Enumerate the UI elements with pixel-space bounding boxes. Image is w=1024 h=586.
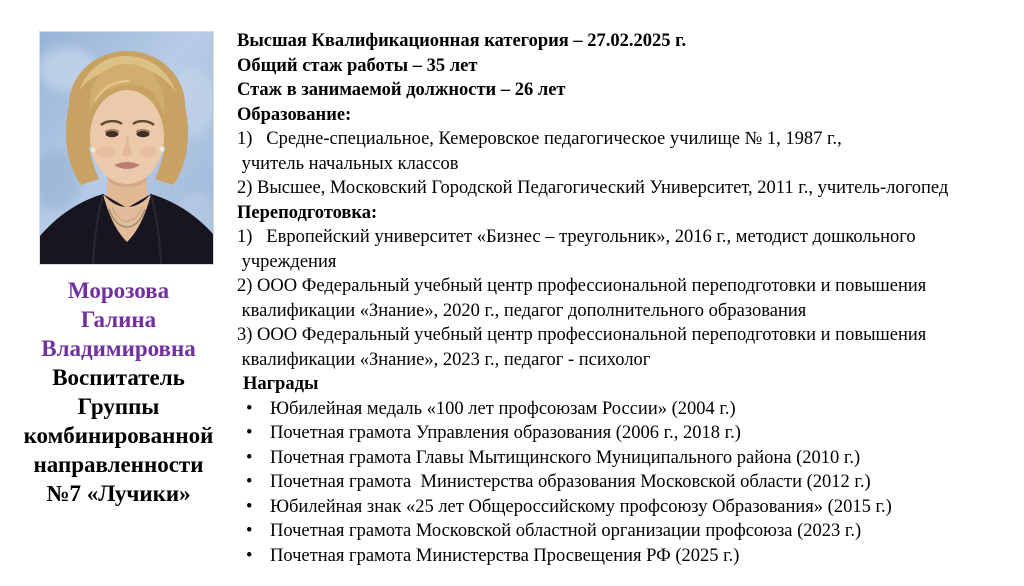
award-text: Юбилейная медаль «100 лет профсоюзам России» (2004 г.) [270, 398, 736, 419]
award-item [237, 446, 1024, 471]
qualification-category-line: Высшая Квалификационная категория – 27.02.2025 г. [237, 31, 687, 51]
bullet-marker: • [246, 496, 253, 517]
award-text: Юбилейная знак «25 лет Общероссийскому профсоюзу Образования» (2015 г.) [270, 496, 892, 517]
person-title-line: №7 «Лучики» [46, 481, 191, 506]
award-item [237, 495, 1024, 520]
retraining-line: 2) ООО Федеральный учебный центр профессиональной переподготовки и повышения [237, 276, 927, 296]
person-title-line: комбинированной [23, 423, 214, 448]
awards-heading: Награды [243, 374, 319, 394]
award-item [237, 397, 1024, 422]
retraining-line: 3) ООО Федеральный учебный центр профессиональной переподготовки и повышения [237, 325, 927, 345]
person-surname: Морозова [67, 278, 170, 303]
person-title-line: Воспитатель [52, 365, 185, 390]
bullet-marker: • [246, 447, 253, 468]
portrait-photo-image [39, 31, 214, 265]
portrait-photo [39, 31, 214, 265]
education-line: 2) Высшее, Московский Городской Педагогический Университет, 2011 г., учитель-логопед [237, 178, 949, 198]
education-heading: Образование: [237, 104, 352, 125]
retraining-heading: Переподготовка: [237, 202, 378, 223]
award-text: Почетная грамота Министерства Просвещения РФ (2025 г.) [270, 545, 740, 566]
awards-list [237, 397, 1024, 569]
bullet-marker: • [246, 545, 253, 566]
award-text: Почетная грамота Управления образования (2006 г., 2018 г.) [270, 423, 741, 443]
person-name-and-title [0, 276, 237, 508]
position-experience-line: Стаж в занимаемой должности – 26 лет [237, 80, 566, 100]
award-text: Почетная грамота Министерства образования Московской области (2012 г.) [270, 472, 871, 492]
total-experience-line: Общий стаж работы – 35 лет [237, 55, 478, 76]
award-item [237, 470, 1024, 495]
bullet-marker: • [246, 521, 253, 541]
person-title-line: направленности [33, 452, 204, 477]
award-text: Почетная грамота Московской областной организации профсоюза (2023 г.) [270, 521, 862, 541]
bullet-marker: • [246, 423, 253, 443]
award-item [237, 519, 1024, 544]
info-column [237, 29, 1024, 568]
person-title-line: Группы [77, 394, 160, 419]
bullet-marker: • [246, 472, 253, 492]
retraining-line: 1) Европейский университет «Бизнес – треугольник», 2016 г., методист дошкольного [237, 227, 916, 247]
person-patronymic: Владимировна [41, 336, 196, 361]
bullet-marker: • [246, 398, 253, 419]
person-firstname: Галина [80, 307, 157, 332]
retraining-line: учреждения [237, 251, 337, 272]
award-item [237, 544, 1024, 569]
retraining-line: квалификации «Знание», 2023 г., педагог - психолог [237, 349, 651, 370]
award-text: Почетная грамота Главы Мытищинского Муниципального района (2010 г.) [270, 447, 861, 468]
award-item [237, 421, 1024, 446]
education-line: 1) Средне-специальное, Кемеровское педагогическое училище № 1, 1987 г., [237, 129, 842, 149]
retraining-line: квалификации «Знание», 2020 г., педагог дополнительного образования [237, 300, 807, 321]
education-line: учитель начальных классов [237, 153, 459, 174]
